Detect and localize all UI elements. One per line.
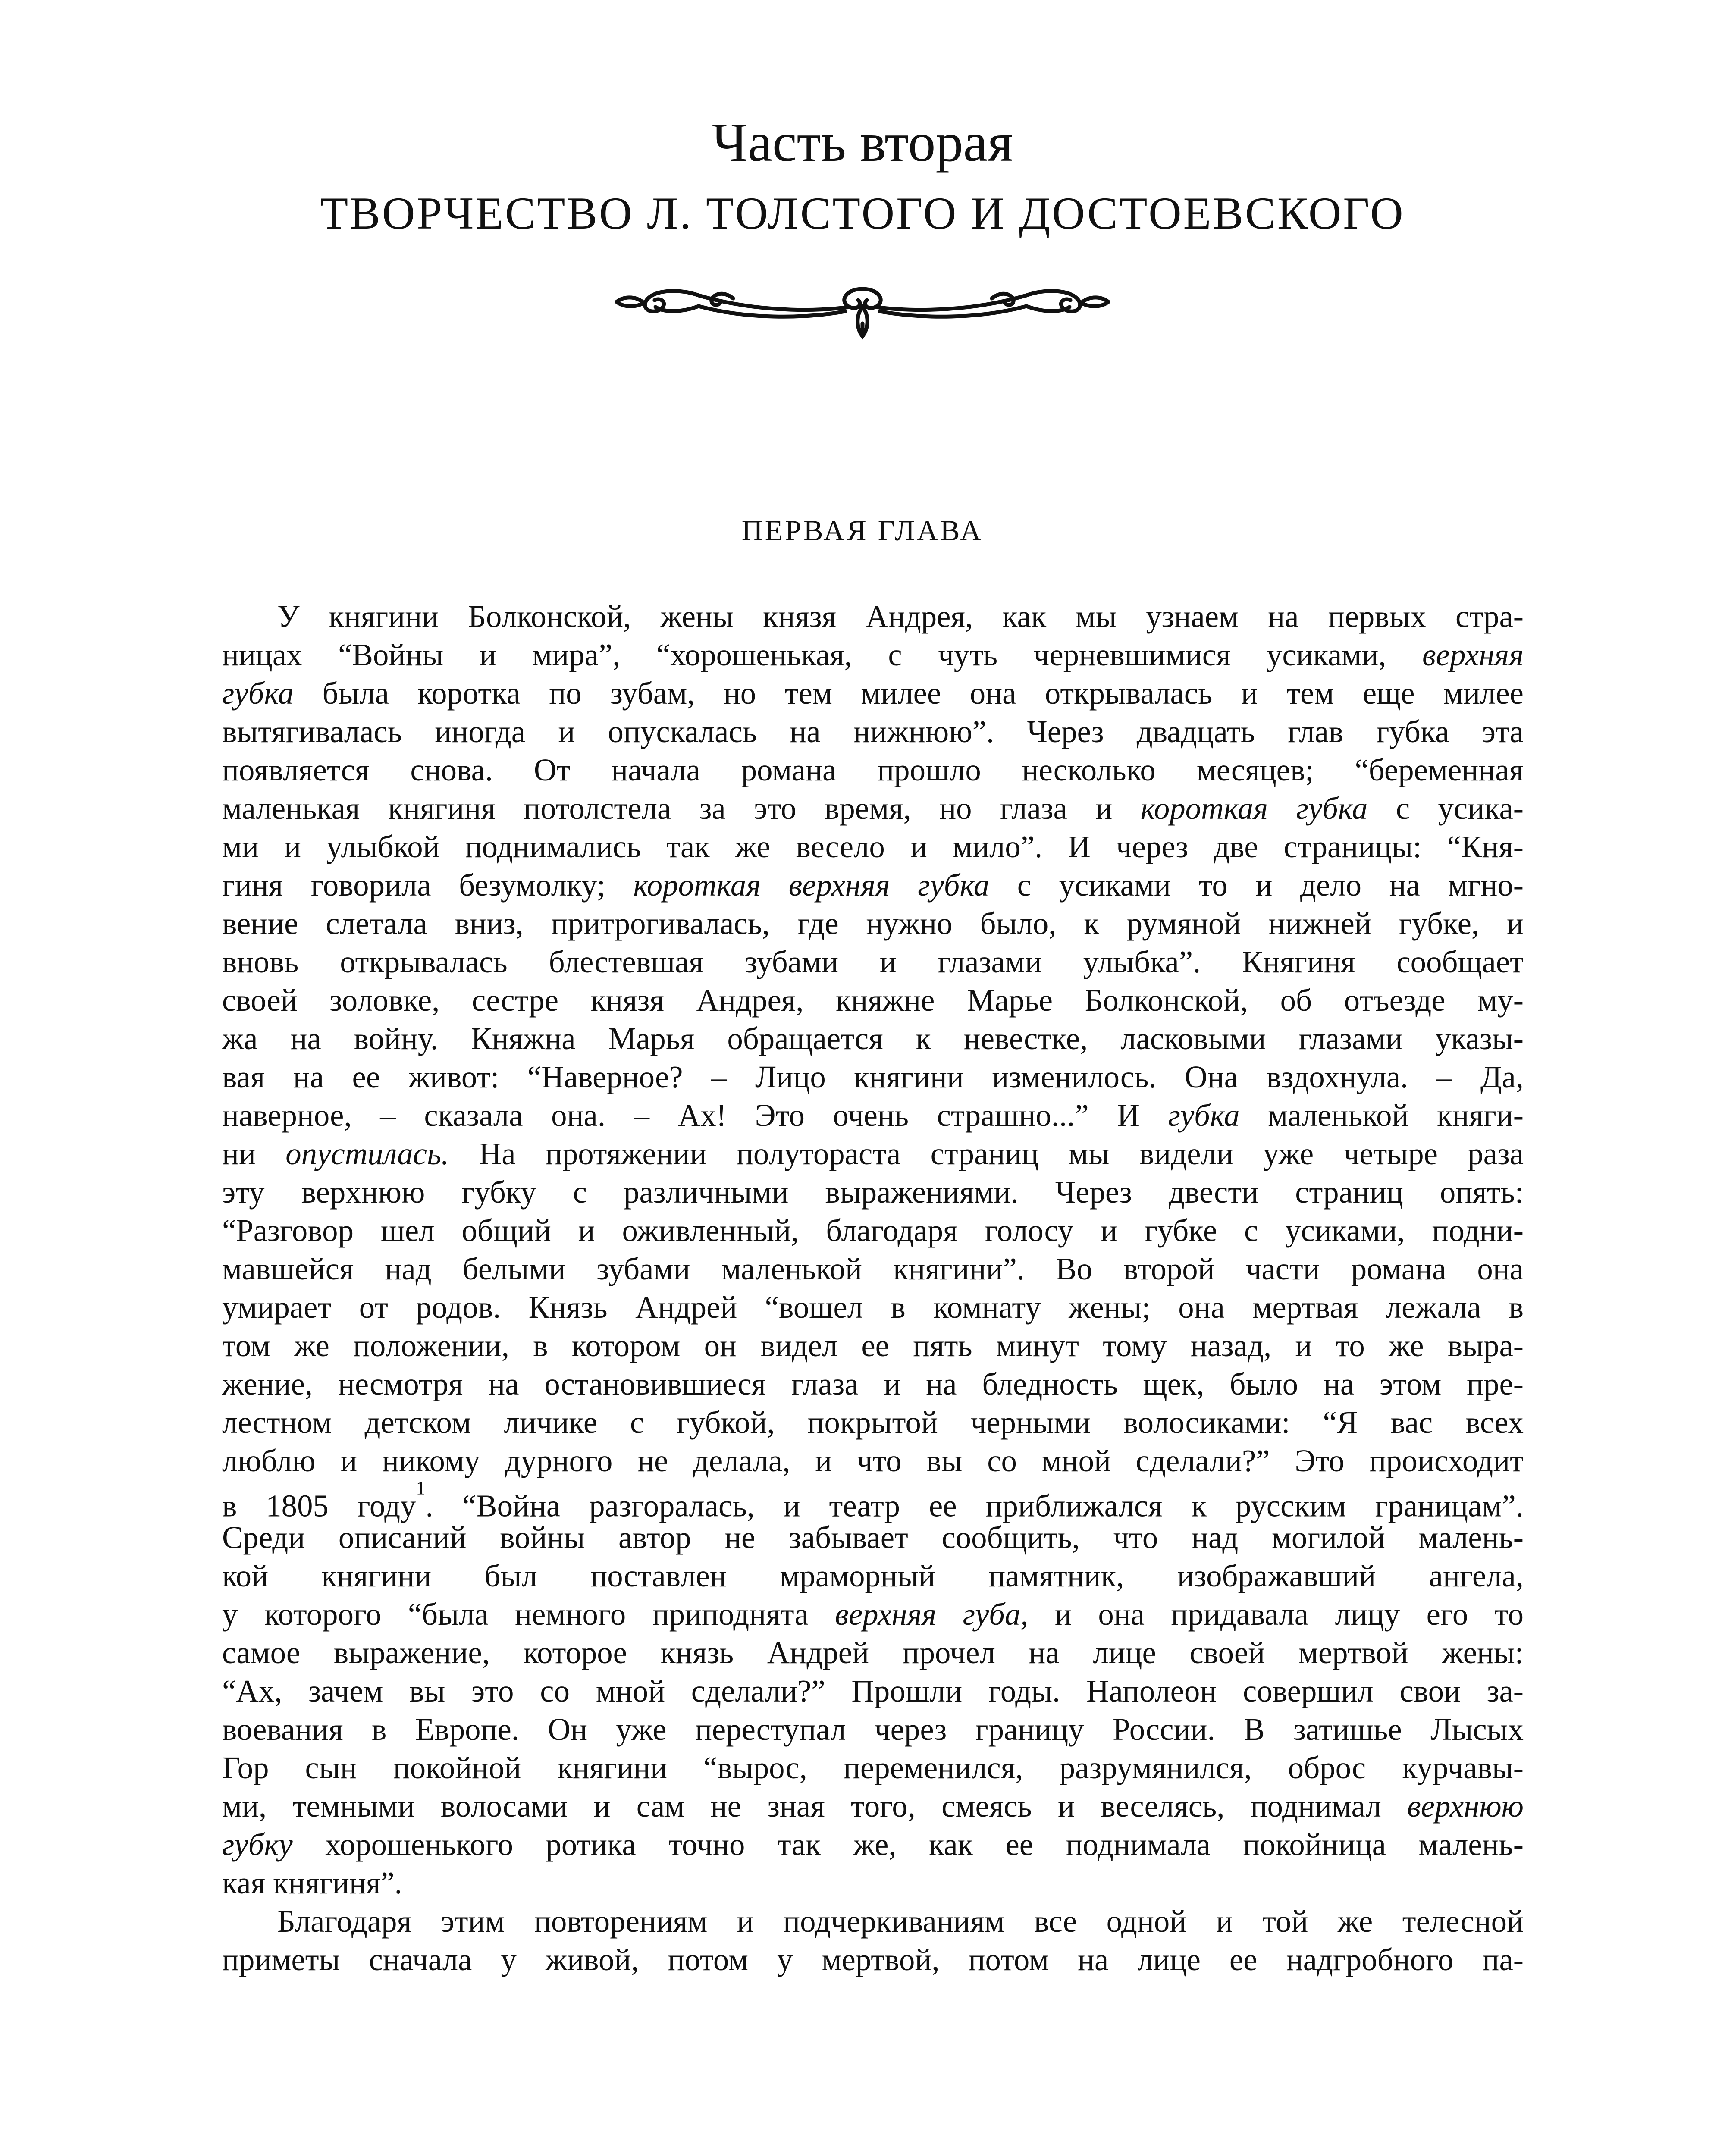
- text-line: ни опустилась. На протяжении полутораста страниц мы видели уже четыре раза: [222, 1136, 1524, 1171]
- text-line: приметы сначала у живой, потом у мертвой, потом на лице ее надгробного па-: [222, 1942, 1524, 1977]
- text-line: ми и улыбкой поднимались так же весело и мило”. И через две страницы: “Кня-: [222, 829, 1524, 864]
- part-subtitle: ТВОРЧЕСТВО Л. ТОЛСТОГО И ДОСТОЕВСКОГО: [320, 188, 1405, 238]
- text-line: лестном детском личике с губкой, покрытой черными волосиками: “Я вас всех: [222, 1405, 1524, 1440]
- text-line: губку хорошенького ротика точно так же, как ее поднимала покойница малень-: [222, 1827, 1524, 1862]
- decorative-flourish-icon: [604, 259, 1121, 349]
- text-line: вение слетала вниз, притрогивалась, где нужно было, к румяной нижней губке, и: [222, 906, 1524, 941]
- text-line: Гор сын покойной княгини “вырос, переменился, разрумянился, оброс курчавы-: [222, 1750, 1524, 1785]
- part-title: Часть вторая: [712, 112, 1013, 173]
- text-line: воевания в Европе. Он уже переступал через границу России. В затишье Лысых: [222, 1712, 1524, 1747]
- text-line: у которого “была немного приподнята верхняя губа, и она придавала лицу его то: [222, 1597, 1524, 1632]
- text-line: Среди описаний войны автор не забывает сообщить, что над могилой малень-: [222, 1520, 1524, 1555]
- text-line: самое выражение, которое князь Андрей прочел на лице своей мертвой жены:: [222, 1635, 1524, 1670]
- text-line: вытягивалась иногда и опускалась на нижнюю”. Через двадцать глав губка эта: [222, 714, 1524, 749]
- text-line: кая княгиня”.: [222, 1865, 402, 1900]
- text-line: маленькая княгиня потолстела за это время, но глаза и короткая губка с усика-: [222, 791, 1524, 826]
- text-line: том же положении, в котором он видел ее пять минут тому назад, и то же выра-: [222, 1328, 1524, 1363]
- text-line: кой княгини был поставлен мраморный памятник, изображавший ангела,: [222, 1558, 1524, 1593]
- text-line: мавшейся над белыми зубами маленькой княгини”. Во второй части романа она: [222, 1251, 1524, 1286]
- text-line: умирает от родов. Князь Андрей “вошел в комнату жены; она мертвая лежала в: [222, 1290, 1524, 1325]
- text-line: вая на ее живот: “Наверное? – Лицо княгини изменилось. Она вздохнула. – Да,: [222, 1059, 1524, 1094]
- text-line: У княгини Болконской, жены князя Андрея, как мы узнаем на первых стра-: [277, 599, 1524, 634]
- text-line: вновь открывалась блестевшая зубами и глазами улыбка”. Княгиня сообщает: [222, 944, 1524, 979]
- footnote-marker: 1: [416, 1477, 426, 1498]
- text-line: ницах “Войны и мира”, “хорошенькая, с чуть черневшимися усиками, верхняя: [222, 637, 1524, 672]
- text-line: ми, темными волосами и сам не зная того, смеясь и веселясь, поднимал верхнюю: [222, 1789, 1524, 1824]
- text-line: появляется снова. От начала романа прошло несколько месяцев; “беременная: [222, 752, 1524, 787]
- text-line: Благодаря этим повторениям и подчеркиваниям все одной и той же телесной: [277, 1904, 1524, 1939]
- chapter-title: ПЕРВАЯ ГЛАВА: [741, 514, 984, 547]
- text-line: губка была коротка по зубам, но тем милее она открывалась и тем еще милее: [222, 676, 1524, 711]
- text-line: “Ах, зачем вы это со мной сделали?” Прошли годы. Наполеон совершил свои за-: [222, 1673, 1524, 1708]
- text-line: эту верхнюю губку с различными выражениями. Через двести страниц опять:: [222, 1175, 1524, 1210]
- text-line: жа на войну. Княжна Марья обращается к невестке, ласковыми глазами указы-: [222, 1021, 1524, 1056]
- text-line: “Разговор шел общий и оживленный, благодаря голосу и губке с усиками, подни-: [222, 1213, 1524, 1248]
- body-text: [222, 597, 1524, 1979]
- text-line: жение, несмотря на остановившиеся глаза и на бледность щек, было на этом пре-: [222, 1366, 1524, 1401]
- text-line: своей золовке, сестре князя Андрея, княжне Марье Болконской, об отъезде му-: [222, 983, 1524, 1018]
- text-line: в 1805 году$^1$. “Война разгоралась, и театр ее приближался к русским границам”.: [222, 1477, 1524, 1523]
- text-line: наверное, – сказала она. – Ах! Это очень страшно...” И губка маленькой княги-: [222, 1098, 1524, 1133]
- text-line: люблю и никому дурного не делала, и что вы со мной сделали?” Это происходит: [222, 1443, 1524, 1478]
- text-line: гиня говорила безумолку; короткая верхняя губка с усиками то и дело на мгно-: [222, 868, 1524, 903]
